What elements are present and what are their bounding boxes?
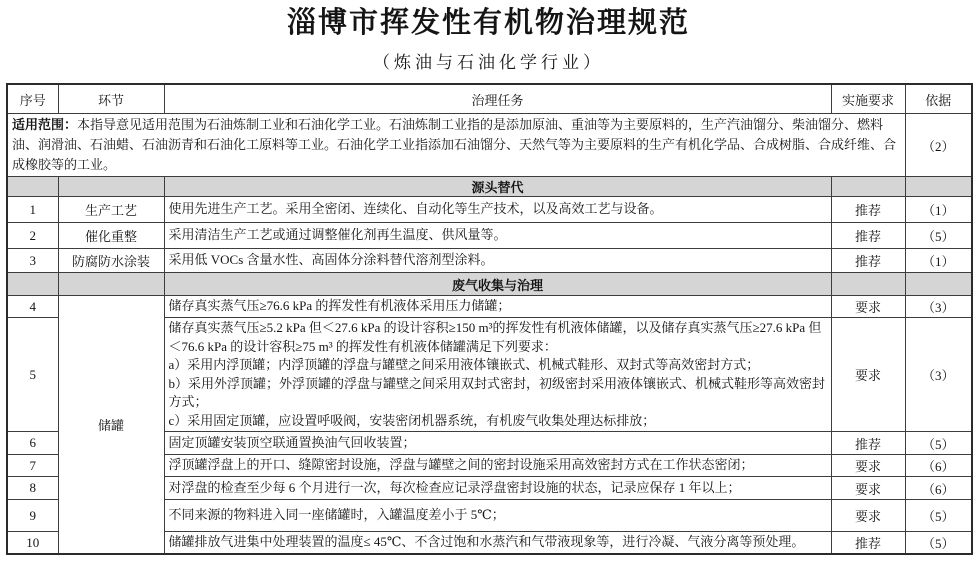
basis-cell: （5） (905, 432, 972, 455)
band-empty-cell (831, 273, 905, 296)
section-band-title: 源头替代 (164, 177, 831, 197)
task-line-b: b）采用外浮顶罐；外浮顶罐的浮盘与罐壁之间采用双封式密封，初级密封采用液体镶嵌式、机械式鞋形等高效密封方式； (168, 375, 826, 409)
basis-cell: （1） (905, 249, 972, 273)
requirement-cell: 推荐 (831, 197, 905, 223)
document-subtitle: （炼油与石油化学行业） (373, 53, 604, 72)
task-cell: 使用先进生产工艺。采用全密闭、连续化、自动化等生产技术，以及高效工艺与设备。 (164, 197, 831, 223)
row-number-cell: 3 (7, 249, 58, 273)
band-empty-cell (7, 177, 58, 197)
section-band-source-substitution (7, 177, 972, 197)
document-title: 淄博市挥发性有机物治理规范 (286, 7, 690, 39)
task-cell (164, 318, 831, 432)
requirement-cell: 推荐 (831, 432, 905, 455)
row-number-cell: 8 (7, 477, 58, 500)
stage-cell-merged: 储罐 (58, 296, 164, 555)
basis-cell: （6） (905, 455, 972, 477)
task-cell: 对浮盘的检查至少每 6 个月进行一次，每次检查应记录浮盘密封设施的状态，记录应保存 1 年以上； (164, 477, 831, 500)
band-empty-cell (58, 177, 164, 197)
basis-cell: （3） (905, 296, 972, 318)
table-row (7, 223, 972, 249)
row-number-cell: 9 (7, 500, 58, 532)
band-empty-cell (7, 273, 58, 296)
task-cell: 采用清洁生产工艺或通过调整催化剂再生温度、供风量等。 (164, 223, 831, 249)
band-empty-cell (58, 273, 164, 296)
row-number-cell: 6 (7, 432, 58, 455)
requirement-cell: 要求 (831, 296, 905, 318)
task-cell: 不同来源的物料进入同一座储罐时，入罐温度差小于 5℃； (164, 500, 831, 532)
col-header-no: 序号 (7, 84, 58, 114)
basis-cell: （5） (905, 532, 972, 555)
task-cell: 储罐排放气进集中处理装置的温度≤ 45℃、不含过饱和水蒸汽和气带液现象等，进行冷凝、气液分离等预处理。 (164, 532, 831, 555)
row-number-cell: 5 (7, 318, 58, 432)
requirement-cell: 推荐 (831, 249, 905, 273)
requirement-cell: 推荐 (831, 532, 905, 555)
task-line-a: a）采用内浮顶罐；内浮顶罐的浮盘与罐壁之间采用液体镶嵌式、机械式鞋形、双封式等高效密封方式； (168, 357, 760, 372)
table-row (7, 249, 972, 273)
basis-cell: （5） (905, 223, 972, 249)
basis-cell: （6） (905, 477, 972, 500)
basis-cell: （5） (905, 500, 972, 532)
band-empty-cell (905, 273, 972, 296)
basis-cell: （3） (905, 318, 972, 432)
task-line-intro: 储存真实蒸气压≥5.2 kPa 但＜27.6 kPa 的设计容积≥150 m³的挥发性有机液体储罐，以及储存真实蒸气压≥27.6 kPa 但＜76.6 kPa 的设计容积≥75 m³ 的挥发性有机液体储罐满足下列要求： (168, 320, 822, 354)
section-band-waste-gas-treatment (7, 273, 972, 296)
task-cell: 浮顶罐浮盘上的开口、缝隙密封设施，浮盘与罐壁之间的密封设施采用高效密封方式在工作状态密闭； (164, 455, 831, 477)
task-cell: 固定顶罐安装顶空联通置换油气回收装置； (164, 432, 831, 455)
requirement-cell: 要求 (831, 455, 905, 477)
task-cell: 采用低 VOCs 含量水性、高固体分涂料替代溶剂型涂料。 (164, 249, 831, 273)
col-header-task: 治理任务 (164, 84, 831, 114)
row-number-cell: 7 (7, 455, 58, 477)
task-cell: 储存真实蒸气压≥76.6 kPa 的挥发性有机液体采用压力储罐； (164, 296, 831, 318)
row-number-cell: 10 (7, 532, 58, 555)
requirement-cell: 推荐 (831, 223, 905, 249)
scope-label: 适用范围： (12, 117, 78, 132)
row-number-cell: 4 (7, 296, 58, 318)
row-number-cell: 1 (7, 197, 58, 223)
scope-basis-cell: （2） (905, 114, 972, 177)
stage-cell: 催化重整 (58, 223, 164, 249)
stage-cell: 生产工艺 (58, 197, 164, 223)
stage-cell: 防腐防水涂装 (58, 249, 164, 273)
scope-text: 本指导意见适用范围为石油炼制工业和石油化学工业。石油炼制工业指的是添加原油、重油等为主要原料的，生产汽油馏分、柴油馏分、燃料油、润滑油、石油蜡、石油沥青和石油化工原料等工业。石油化学工业指添加石油馏分、天然气等为主要原料的生产有机化学品、合成树脂、合成纤维、合成橡胶等的工业。 (12, 117, 897, 172)
col-header-stage: 环节 (58, 84, 164, 114)
header-row (7, 84, 972, 114)
requirement-cell: 要求 (831, 500, 905, 532)
section-band-title: 废气收集与治理 (164, 273, 831, 296)
document-page (0, 5, 977, 555)
requirement-cell: 要求 (831, 477, 905, 500)
scope-cell (7, 114, 905, 177)
table-row (7, 296, 972, 318)
requirement-cell: 要求 (831, 318, 905, 432)
row-number-cell: 2 (7, 223, 58, 249)
basis-cell: （1） (905, 197, 972, 223)
band-empty-cell (831, 177, 905, 197)
scope-row (7, 114, 972, 177)
col-header-basis: 依据 (905, 84, 972, 114)
band-empty-cell (905, 177, 972, 197)
col-header-requirement: 实施要求 (831, 84, 905, 114)
regulation-table (6, 83, 973, 555)
task-line-c: c）采用固定顶罐，应设置呼吸阀，安装密闭机器系统，有机废气收集处理达标排放； (168, 412, 656, 428)
table-row (7, 197, 972, 223)
